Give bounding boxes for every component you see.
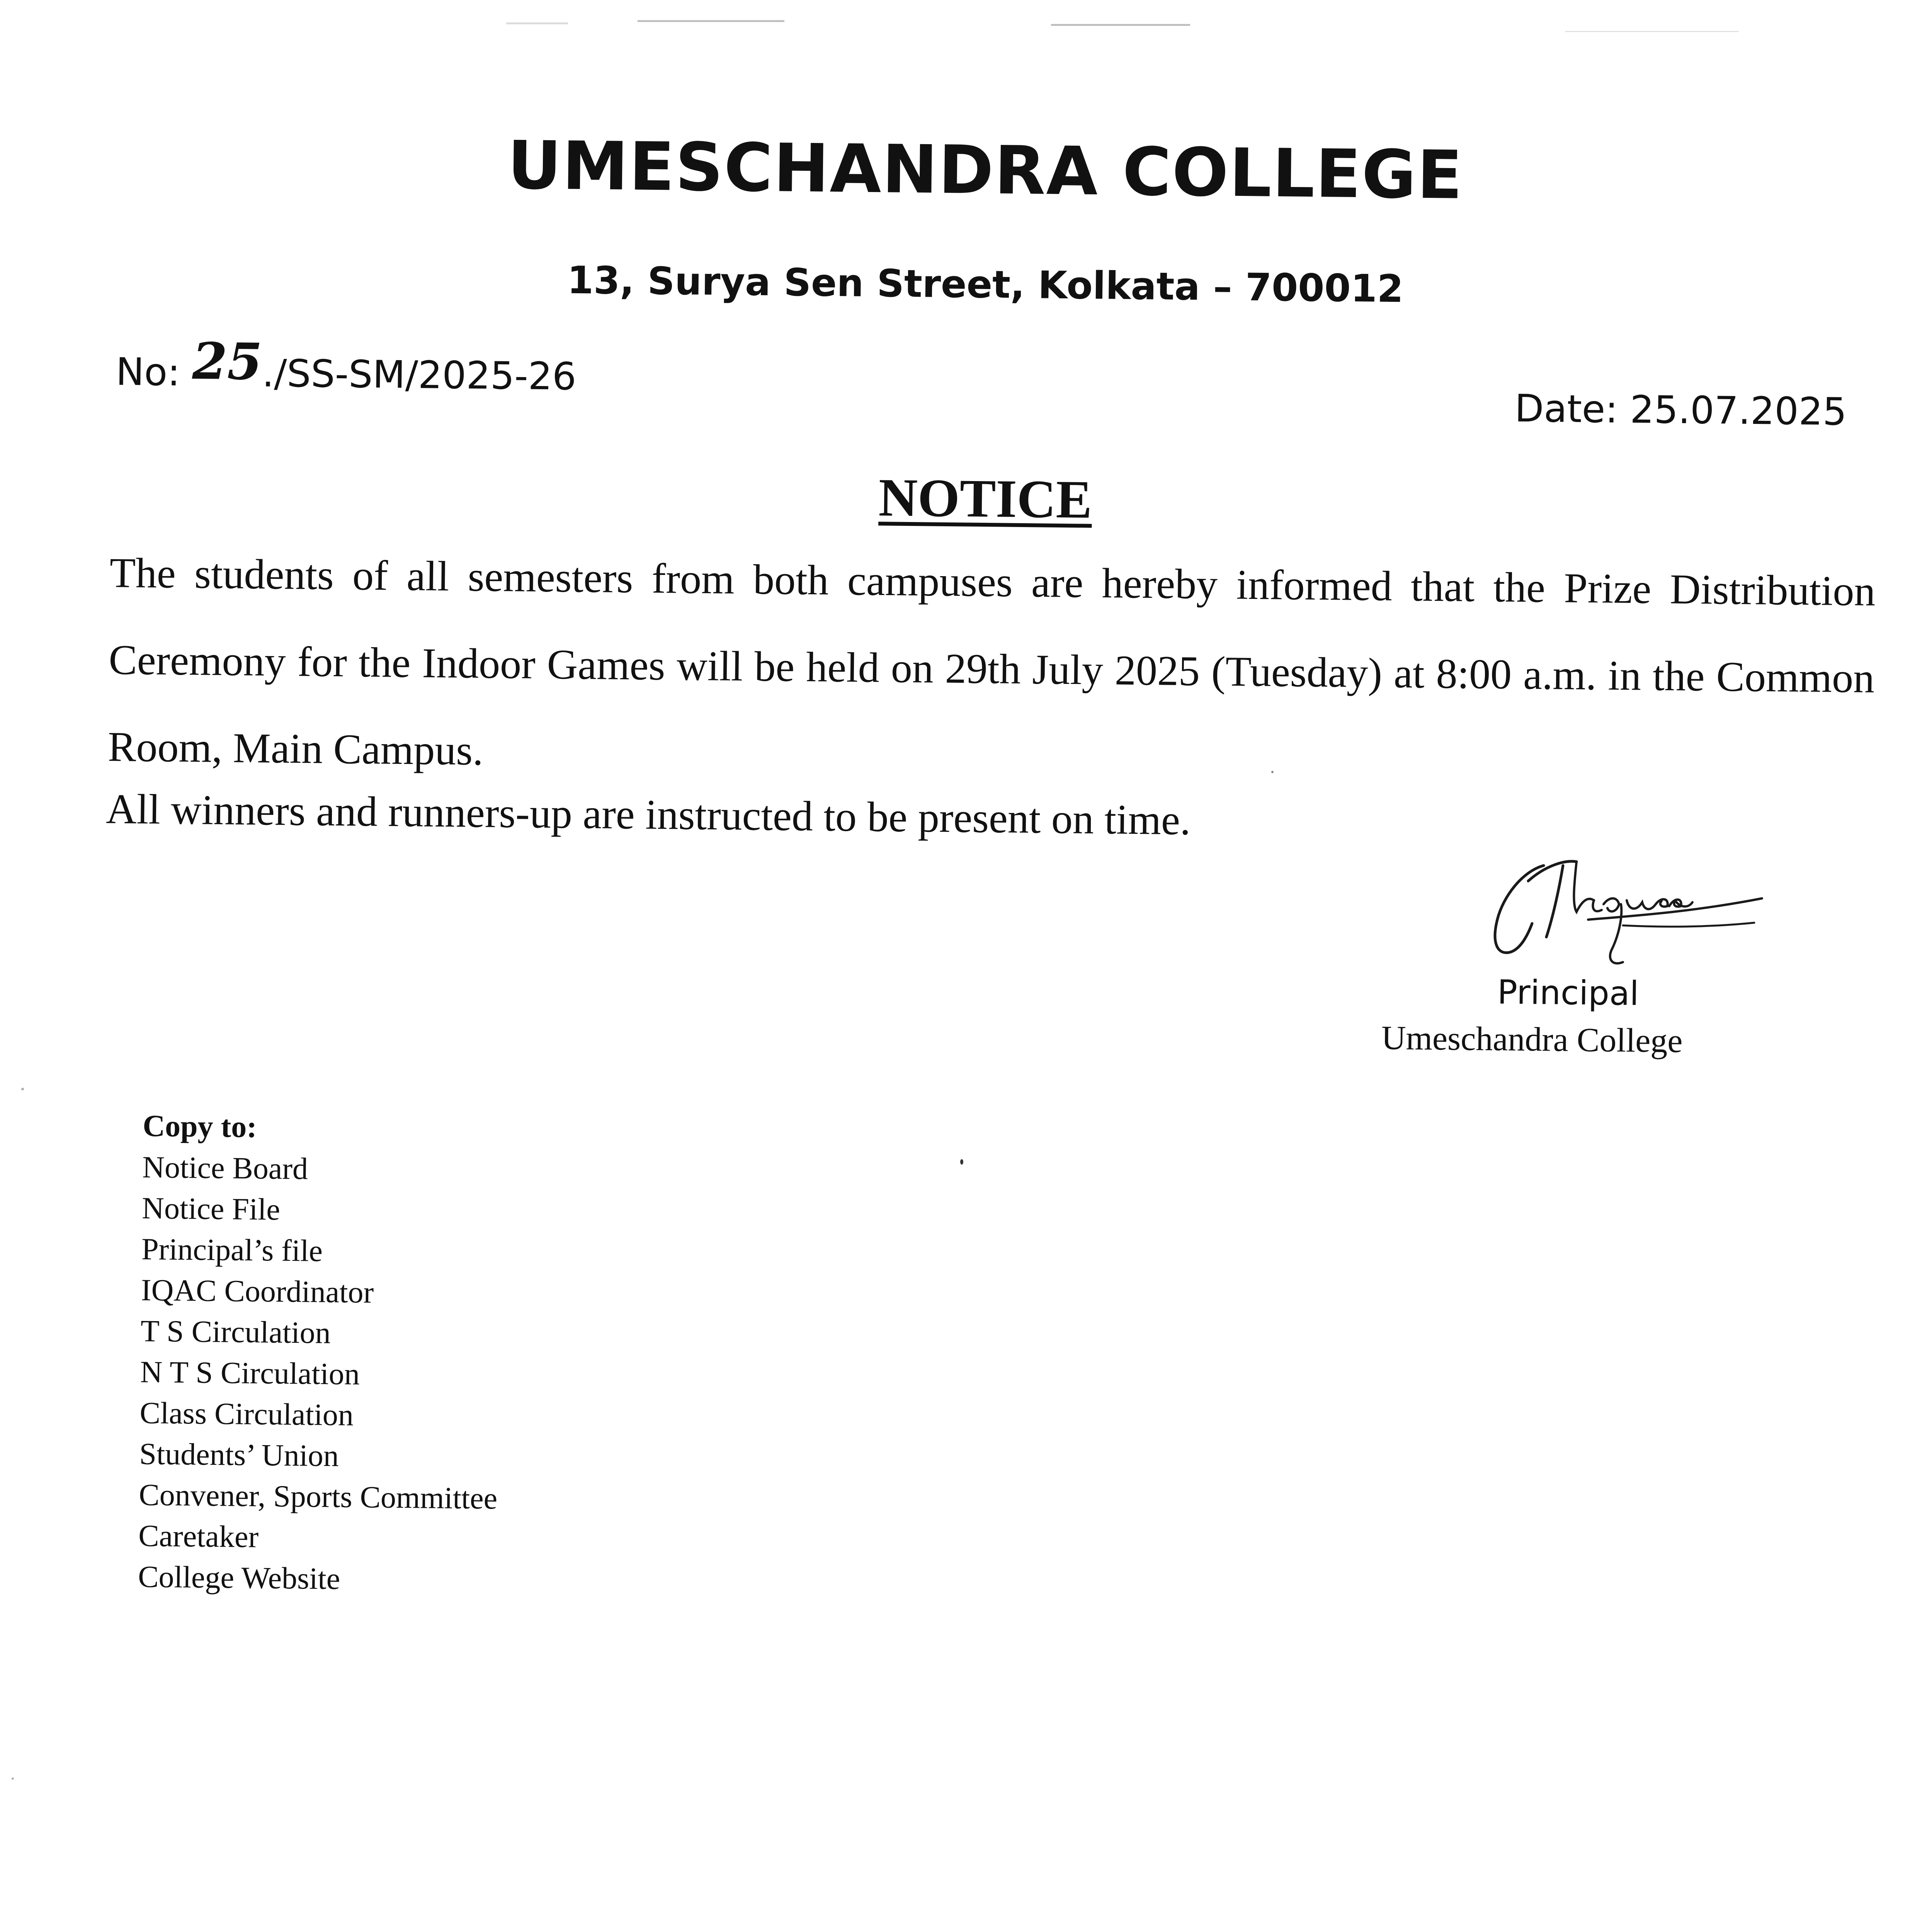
copy-to-item: Caretaker — [138, 1519, 259, 1554]
scan-speck — [1271, 771, 1274, 773]
reference-suffix: ./SS-SM/2025-26 — [262, 351, 577, 399]
copy-to-item: College Website — [138, 1560, 340, 1596]
reference-prefix: No: — [116, 350, 192, 395]
notice-paragraph-2: All winners and runners-up are instructed to be present on time. — [105, 785, 1191, 844]
notice-paragraph-1: The students of all semesters from both campuses are hereby informed that the Prize Distribution Ceremony for the Indoor Games will be held on 29th July 2025 (Tuesday) at 8:00 a.m. in the Common Room, Main Campus. — [107, 549, 1876, 774]
college-name: UMESCHANDRA COLLEGE — [507, 126, 1464, 214]
copy-to-list — [138, 1147, 501, 1601]
scan-artifact — [1051, 24, 1190, 26]
copy-to-item: T S Circulation — [140, 1314, 331, 1350]
handwritten-reference-number: 25 — [192, 331, 263, 391]
copy-to-item: Convener, Sports Committee — [138, 1478, 498, 1516]
copy-to-item: Notice Board — [142, 1150, 308, 1186]
copy-to-item: Notice File — [141, 1191, 281, 1227]
copy-to-item: IQAC Coordinator — [141, 1273, 374, 1310]
notice-date: Date: 25.07.2025 — [1514, 386, 1847, 434]
scan-speck — [21, 1088, 24, 1090]
notice-title — [0, 457, 1932, 540]
notice-title-text: NOTICE — [878, 468, 1092, 530]
scan-speck — [12, 1777, 14, 1780]
scan-speck — [960, 1159, 963, 1165]
scan-artifact — [638, 20, 784, 22]
reference-number — [116, 331, 577, 401]
college-address: 13, Surya Sen Street, Kolkata – 700012 — [567, 258, 1404, 311]
scan-artifact — [1565, 31, 1739, 32]
signatory-role: Principal — [1497, 973, 1639, 1013]
copy-to-section — [138, 1105, 502, 1601]
copy-to-heading: Copy to: — [142, 1109, 257, 1145]
scan-artifact — [506, 22, 568, 24]
copy-to-item: Students’ Union — [139, 1437, 339, 1473]
copy-to-item: Class Circulation — [139, 1396, 354, 1432]
copy-to-item: Principal’s file — [141, 1232, 323, 1268]
signatory-organization: Umeschandra College — [1381, 1019, 1683, 1060]
copy-to-item: N T S Circulation — [140, 1355, 360, 1391]
